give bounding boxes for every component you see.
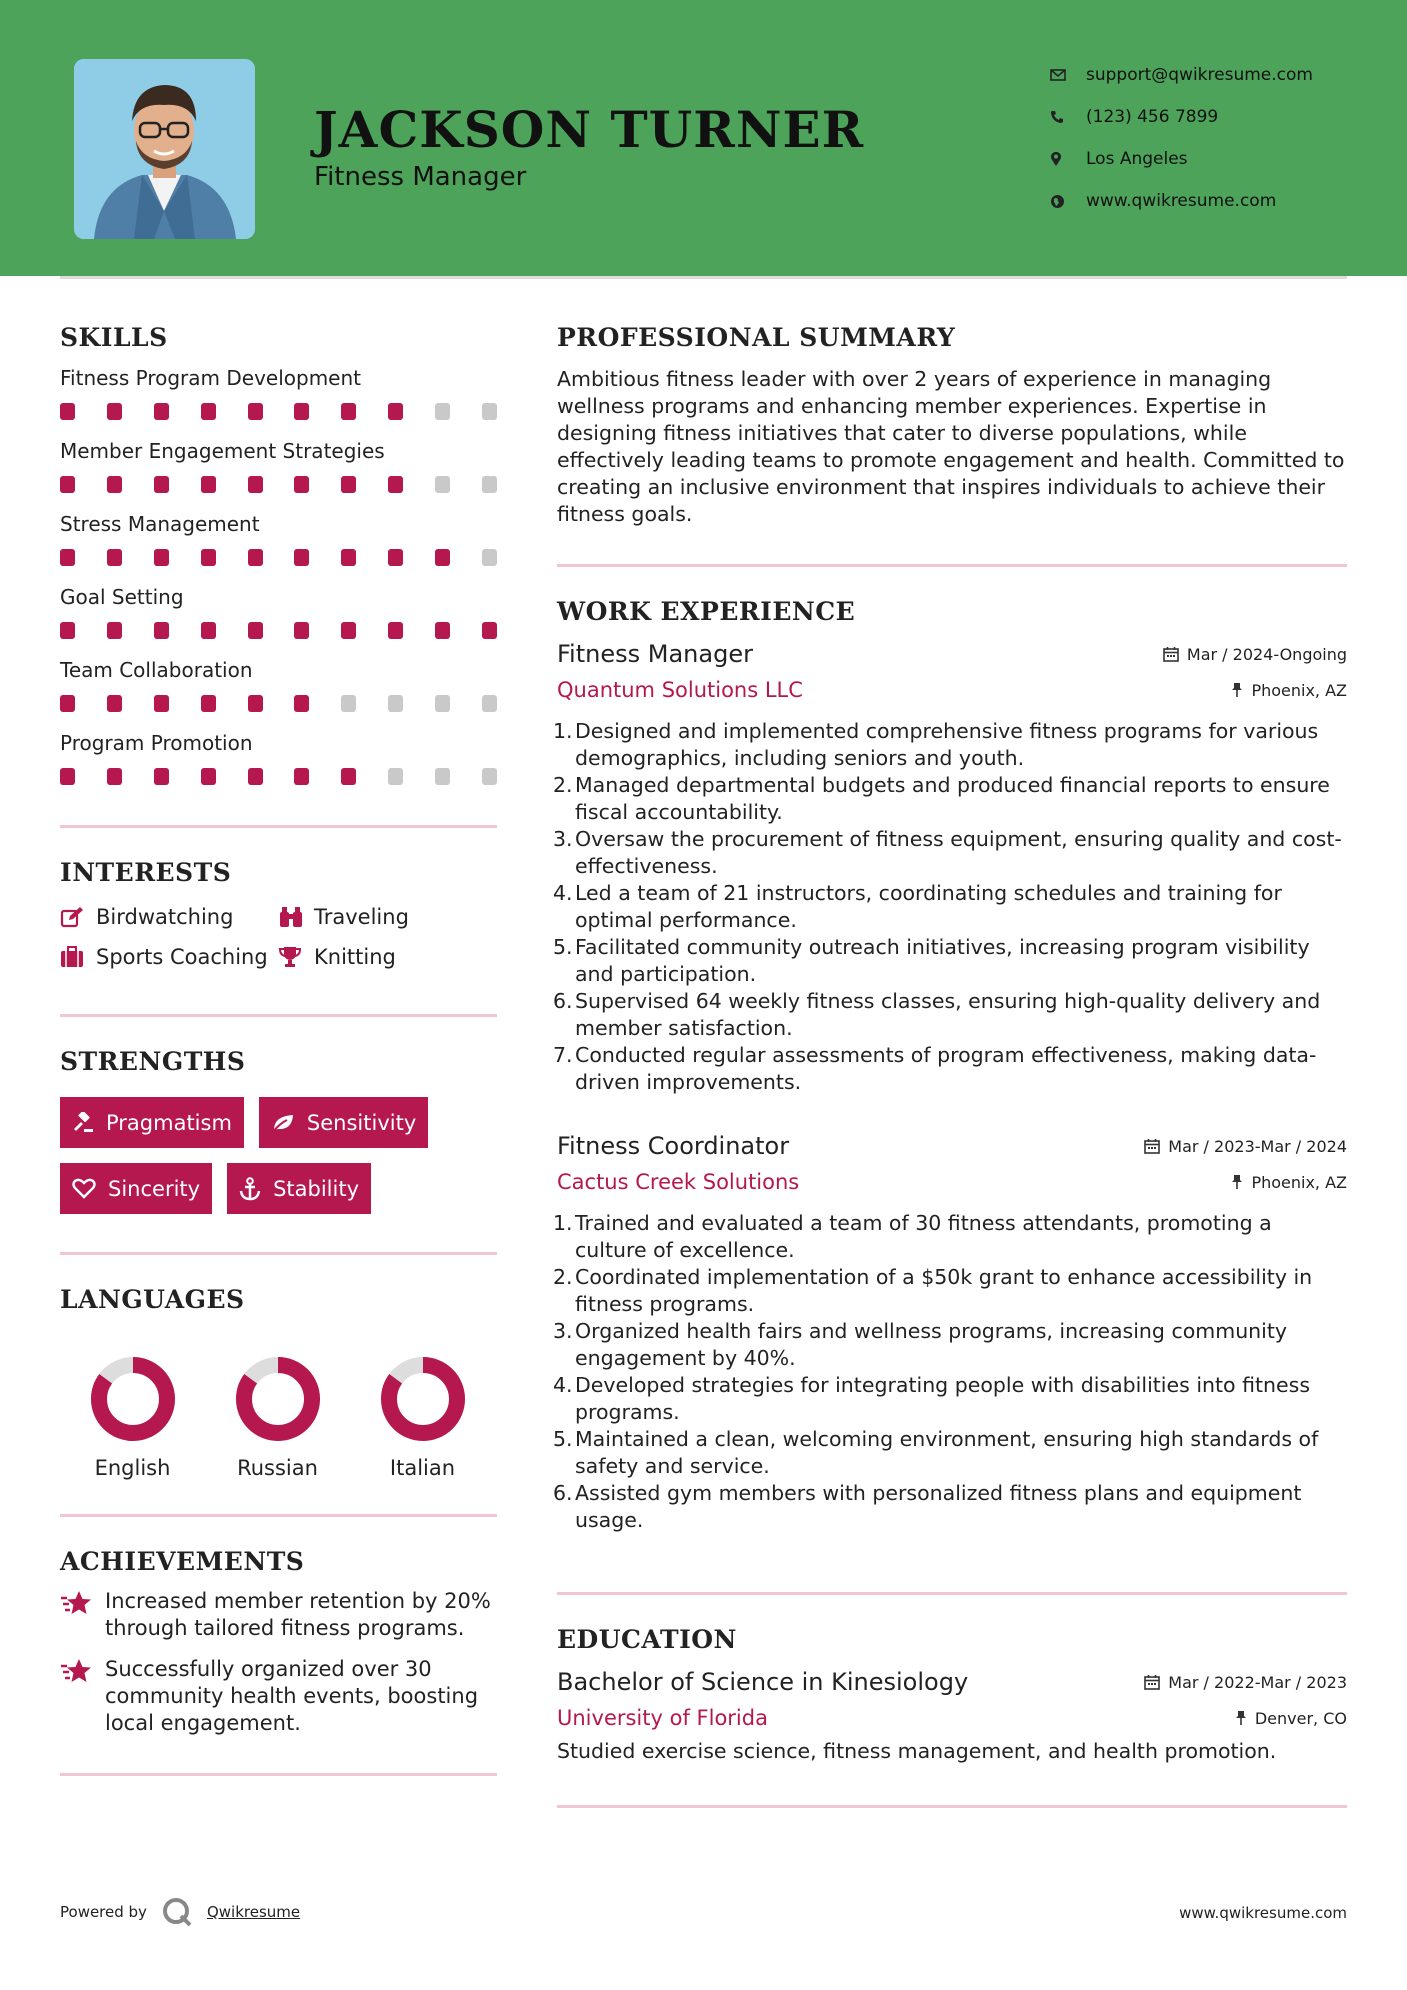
rating-dot-filled <box>107 695 122 712</box>
job-location <box>1231 681 1347 700</box>
rating-dot-filled <box>154 476 169 493</box>
rating-dot-filled <box>482 622 497 639</box>
job-header <box>557 640 1347 668</box>
summary-heading: PROFESSIONAL SUMMARY <box>557 323 956 352</box>
rating-dot-filled <box>154 768 169 785</box>
section-divider <box>60 825 497 828</box>
interest-item <box>60 905 278 929</box>
responsibility-item: Designed and implemented comprehensive fitness programs for various demographics, including seniors and youth. <box>575 719 1319 770</box>
strength-badge <box>60 1163 212 1214</box>
skill-item <box>60 366 497 420</box>
education-dates <box>1144 1673 1347 1692</box>
trophy-icon <box>278 946 314 968</box>
skill-rating <box>60 768 497 785</box>
job-dates <box>1144 1137 1347 1156</box>
rating-dot-empty <box>341 695 356 712</box>
footer-url[interactable]: www.qwikresume.com <box>1179 1904 1347 1922</box>
skill-item <box>60 439 497 493</box>
rating-dot-filled <box>248 403 263 420</box>
rating-dot-filled <box>60 695 75 712</box>
languages-list <box>60 1356 497 1480</box>
phone-icon <box>1050 110 1086 124</box>
rating-dot-filled <box>154 403 169 420</box>
degree-title: Bachelor of Science in Kinesiology <box>557 1668 969 1696</box>
summary-text: Ambitious fitness leader with over 2 years of experience in managing wellness programs and enhancing member experiences. Expertise in designing fitness initiatives that cater to diverse populations, while effectively leading teams to promote engagement and health. Committed to creating an inclusive environment that inspires individuals to achieve their fitness goals. <box>557 367 1345 526</box>
rating-dot-filled <box>60 549 75 566</box>
language-name: Italian <box>389 1456 456 1480</box>
section-divider <box>60 1252 497 1255</box>
contact-phone-text: (123) 456 7899 <box>1086 107 1219 127</box>
calendar-icon <box>1163 646 1179 662</box>
strength-label: Pragmatism <box>106 1110 232 1135</box>
language-proficiency-ring <box>235 1356 321 1442</box>
skill-name: Program Promotion <box>60 731 253 755</box>
rating-dot-filled <box>248 622 263 639</box>
skill-name: Goal Setting <box>60 585 184 609</box>
skill-rating <box>60 549 497 566</box>
rating-dot-filled <box>248 476 263 493</box>
rating-dot-filled <box>248 549 263 566</box>
rating-dot-filled <box>294 476 309 493</box>
rating-dot-filled <box>201 403 216 420</box>
language-name: English <box>94 1456 171 1480</box>
language-proficiency-ring <box>380 1356 466 1442</box>
job-header <box>557 1132 1347 1160</box>
school-name: University of Florida <box>557 1706 768 1730</box>
skill-item <box>60 658 497 712</box>
responsibility-item: Assisted gym members with personalized fitness plans and equipment usage. <box>575 1481 1302 1532</box>
interest-item <box>278 905 478 929</box>
job-responsibilities <box>557 1210 1347 1534</box>
pushpin-icon <box>1231 682 1243 698</box>
skills-list <box>60 366 497 785</box>
responsibility-item: Facilitated community outreach initiatives, increasing program visibility and participation. <box>575 935 1310 986</box>
education-subheader <box>557 1706 1347 1730</box>
rating-dot-filled <box>388 622 403 639</box>
rating-dot-empty <box>435 476 450 493</box>
right-column <box>557 320 1347 1808</box>
rating-dot-filled <box>341 476 356 493</box>
interest-label: Knitting <box>314 945 396 969</box>
rating-dot-filled <box>107 403 122 420</box>
job-dates-text: Mar / 2023-Mar / 2024 <box>1168 1136 1347 1156</box>
skill-item <box>60 731 497 785</box>
achievement-text: Increased member retention by 20% through tailored fitness programs. <box>105 1589 491 1640</box>
contact-website-text[interactable]: www.qwikresume.com <box>1086 191 1277 211</box>
responsibility-item: Maintained a clean, welcoming environment, ensuring high standards of safety and service. <box>575 1427 1319 1478</box>
interest-label: Traveling <box>314 905 409 929</box>
rating-dot-filled <box>294 549 309 566</box>
languages-heading: LANGUAGES <box>60 1285 245 1314</box>
achievement-text: Successfully organized over 30 community health events, boosting local engagement. <box>105 1657 479 1735</box>
edit-icon <box>60 906 96 928</box>
language-item <box>350 1356 495 1480</box>
skill-name: Fitness Program Development <box>60 366 362 390</box>
strengths-heading: STRENGTHS <box>60 1047 246 1076</box>
section-divider <box>60 1014 497 1017</box>
rating-dot-filled <box>60 403 75 420</box>
envelope-icon <box>1050 69 1086 81</box>
section-divider <box>557 1592 1347 1595</box>
responsibility-item: Oversaw the procurement of fitness equipment, ensuring quality and cost-effectiveness. <box>575 827 1342 878</box>
briefcase-icon <box>60 946 96 968</box>
experience-heading: WORK EXPERIENCE <box>557 597 856 626</box>
globe-icon <box>1050 194 1086 209</box>
rating-dot-filled <box>201 768 216 785</box>
job-location <box>1231 1173 1347 1192</box>
contact-list <box>1050 54 1313 222</box>
achievement-item <box>60 1656 497 1737</box>
achievements-heading: ACHIEVEMENTS <box>60 1547 305 1576</box>
rating-dot-filled <box>60 622 75 639</box>
candidate-name: JACKSON TURNER <box>314 100 865 159</box>
interest-item <box>278 945 478 969</box>
binoculars-icon <box>278 906 314 928</box>
job-title: Fitness Coordinator <box>557 1132 790 1160</box>
rating-dot-filled <box>107 768 122 785</box>
language-item <box>205 1356 350 1480</box>
rating-dot-empty <box>435 768 450 785</box>
qwikresume-link[interactable]: Qwikresume <box>206 1903 301 1921</box>
skill-rating <box>60 403 497 420</box>
rating-dot-filled <box>248 695 263 712</box>
responsibility-item: Developed strategies for integrating people with disabilities into fitness programs. <box>575 1373 1311 1424</box>
skill-rating <box>60 695 497 712</box>
job-title: Fitness Manager <box>557 640 753 668</box>
rating-dot-empty <box>388 768 403 785</box>
responsibility-item: Led a team of 21 instructors, coordinating schedules and training for optimal performance. <box>575 881 1282 932</box>
job-subheader <box>557 678 1347 702</box>
job-entry <box>557 640 1347 1096</box>
strength-label: Sensitivity <box>306 1110 417 1135</box>
job-dates <box>1163 645 1347 664</box>
rating-dot-filled <box>388 476 403 493</box>
language-name: Russian <box>237 1456 318 1480</box>
rating-dot-filled <box>435 549 450 566</box>
section-divider <box>557 1805 1347 1808</box>
rating-dot-empty <box>482 403 497 420</box>
education-entry <box>557 1668 1347 1765</box>
skill-rating <box>60 476 497 493</box>
interest-item <box>60 945 278 969</box>
heart-icon <box>72 1178 96 1199</box>
skill-name: Member Engagement Strategies <box>60 439 385 463</box>
rating-dot-empty <box>435 403 450 420</box>
rating-dot-empty <box>435 695 450 712</box>
rating-dot-filled <box>388 549 403 566</box>
gavel-icon <box>72 1112 94 1134</box>
company-name: Quantum Solutions LLC <box>557 678 803 702</box>
interest-label: Sports Coaching <box>96 945 268 969</box>
leaf-icon <box>271 1113 295 1133</box>
rating-dot-empty <box>482 695 497 712</box>
job-entry <box>557 1132 1347 1534</box>
job-subheader <box>557 1170 1347 1194</box>
section-divider <box>60 1514 497 1517</box>
language-proficiency-ring <box>90 1356 176 1442</box>
pushpin-icon <box>1231 1174 1243 1190</box>
left-column <box>60 320 497 1776</box>
education-location-text: Denver, CO <box>1254 1708 1347 1728</box>
section-divider <box>60 1773 497 1776</box>
rating-dot-filled <box>388 403 403 420</box>
education-description: Studied exercise science, fitness management, and health promotion. <box>557 1739 1277 1763</box>
strength-badge <box>227 1163 371 1214</box>
rating-dot-filled <box>107 549 122 566</box>
contact-location-text: Los Angeles <box>1086 149 1188 169</box>
skill-item <box>60 512 497 566</box>
responsibility-item: Conducted regular assessments of program effectiveness, making data-driven improvements. <box>575 1043 1317 1094</box>
rating-dot-filled <box>294 695 309 712</box>
education-heading: EDUCATION <box>557 1625 737 1654</box>
rating-dot-filled <box>107 476 122 493</box>
rating-dot-filled <box>341 768 356 785</box>
header-divider <box>60 276 1347 279</box>
language-item <box>60 1356 205 1480</box>
rating-dot-filled <box>201 549 216 566</box>
contact-phone <box>1050 96 1313 138</box>
education-dates-text: Mar / 2022-Mar / 2023 <box>1168 1672 1347 1692</box>
company-name: Cactus Creek Solutions <box>557 1170 800 1194</box>
strength-label: Sincerity <box>108 1176 201 1201</box>
rating-dot-filled <box>294 768 309 785</box>
section-divider <box>557 564 1347 567</box>
rating-dot-filled <box>201 622 216 639</box>
skill-item <box>60 585 497 639</box>
interests-list <box>60 905 497 969</box>
rating-dot-filled <box>201 476 216 493</box>
profile-photo <box>74 59 255 239</box>
strength-badge <box>60 1097 244 1148</box>
contact-location <box>1050 138 1313 180</box>
contact-website <box>1050 180 1313 222</box>
candidate-title: Fitness Manager <box>314 162 527 192</box>
interests-heading: INTERESTS <box>60 858 232 887</box>
achievement-item <box>60 1588 497 1642</box>
skill-rating <box>60 622 497 639</box>
rating-dot-empty <box>482 549 497 566</box>
responsibility-item: Supervised 64 weekly fitness classes, ensuring high-quality delivery and member satisfaction. <box>575 989 1321 1040</box>
star-icon <box>60 1656 105 1737</box>
rating-dot-empty <box>388 695 403 712</box>
contact-email-text[interactable]: support@qwikresume.com <box>1086 65 1313 85</box>
responsibility-item: Organized health fairs and wellness programs, increasing community engagement by 40%. <box>575 1319 1288 1370</box>
rating-dot-filled <box>154 695 169 712</box>
strength-label: Stability <box>273 1176 360 1201</box>
skill-name: Stress Management <box>60 512 260 536</box>
calendar-icon <box>1144 1674 1160 1690</box>
rating-dot-filled <box>201 695 216 712</box>
rating-dot-empty <box>482 476 497 493</box>
powered-by-text: Powered by <box>60 1903 147 1921</box>
job-dates-text: Mar / 2024-Ongoing <box>1186 644 1347 664</box>
interest-label: Birdwatching <box>96 905 234 929</box>
education-location <box>1235 1709 1347 1728</box>
job-responsibilities <box>557 718 1347 1096</box>
rating-dot-empty <box>482 768 497 785</box>
footer-branding <box>60 1896 300 1928</box>
rating-dot-filled <box>435 622 450 639</box>
star-icon <box>60 1588 105 1642</box>
rating-dot-filled <box>341 549 356 566</box>
responsibility-item: Managed departmental budgets and produced financial reports to ensure fiscal accountability. <box>575 773 1330 824</box>
rating-dot-filled <box>107 622 122 639</box>
responsibility-item: Trained and evaluated a team of 30 fitness attendants, promoting a culture of excellence. <box>575 1211 1272 1262</box>
responsibility-item: Coordinated implementation of a $50k grant to enhance accessibility in fitness programs. <box>575 1265 1313 1316</box>
rating-dot-filled <box>248 768 263 785</box>
strength-badge <box>259 1097 428 1148</box>
rating-dot-filled <box>154 622 169 639</box>
job-location-text: Phoenix, AZ <box>1251 1172 1347 1192</box>
calendar-icon <box>1144 1138 1160 1154</box>
rating-dot-filled <box>294 622 309 639</box>
skills-heading: SKILLS <box>60 323 168 352</box>
rating-dot-filled <box>154 549 169 566</box>
rating-dot-filled <box>341 622 356 639</box>
pushpin-icon <box>1235 1710 1247 1726</box>
education-header <box>557 1668 1347 1696</box>
profile-portrait-image <box>74 59 255 239</box>
job-location-text: Phoenix, AZ <box>1251 680 1347 700</box>
rating-dot-filled <box>60 768 75 785</box>
resume-header <box>0 0 1407 276</box>
contact-email <box>1050 54 1313 96</box>
rating-dot-filled <box>60 476 75 493</box>
rating-dot-filled <box>341 403 356 420</box>
map-pin-icon <box>1050 151 1086 167</box>
skill-name: Team Collaboration <box>60 658 253 682</box>
qwikresume-logo-icon <box>161 1896 193 1928</box>
strengths-list <box>60 1097 497 1214</box>
anchor-icon <box>239 1177 261 1201</box>
rating-dot-filled <box>294 403 309 420</box>
